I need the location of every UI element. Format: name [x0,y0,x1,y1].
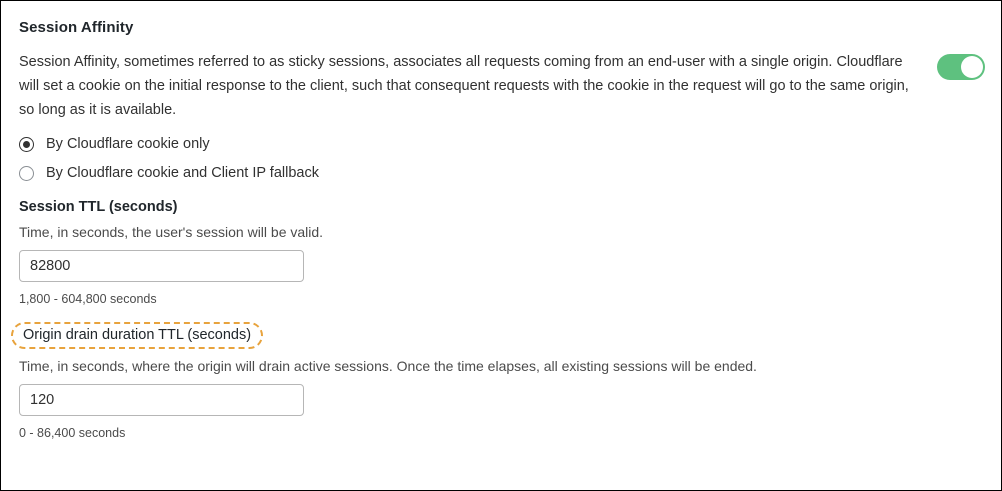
origin-drain-ttl-input[interactable] [19,384,304,416]
session-ttl-input[interactable] [19,250,304,282]
page-title: Session Affinity [19,19,134,36]
radio-option-cookie-and-ip[interactable] [19,165,983,181]
panel-body [1,1,1001,490]
section-description: Session Affinity, sometimes referred to as sticky sessions, associates all requests coming from an end-user with a single origin. Cloudflare will set a cookie on the initial response to the client, such that consequent requests with the cookie in the request will go to the same origin, so long as it is available. [19,54,909,118]
session-ttl-range: 1,800 - 604,800 seconds [19,292,157,306]
session-ttl-label: Session TTL (seconds) [19,199,178,215]
radio-label: By Cloudflare cookie and Client IP fallback [46,165,319,181]
radio-indicator[interactable] [19,166,34,181]
radio-indicator[interactable] [19,137,34,152]
radio-option-cookie-only[interactable] [19,136,983,152]
session-ttl-field [19,199,983,306]
toggle-knob [961,56,983,78]
session-affinity-toggle[interactable] [937,54,985,80]
session-ttl-help: Time, in seconds, the user's session will be valid. [19,224,324,240]
origin-drain-ttl-range: 0 - 86,400 seconds [19,426,126,440]
origin-drain-ttl-highlight [11,322,263,349]
affinity-mode-radio-group [19,136,983,181]
origin-drain-ttl-label: Origin drain duration TTL (seconds) [23,327,252,343]
radio-label: By Cloudflare cookie only [46,136,210,152]
origin-drain-ttl-help: Time, in seconds, where the origin will drain active sessions. Once the time elapses, all existing sessions will be ended. [19,358,757,374]
origin-drain-ttl-field [19,306,983,440]
